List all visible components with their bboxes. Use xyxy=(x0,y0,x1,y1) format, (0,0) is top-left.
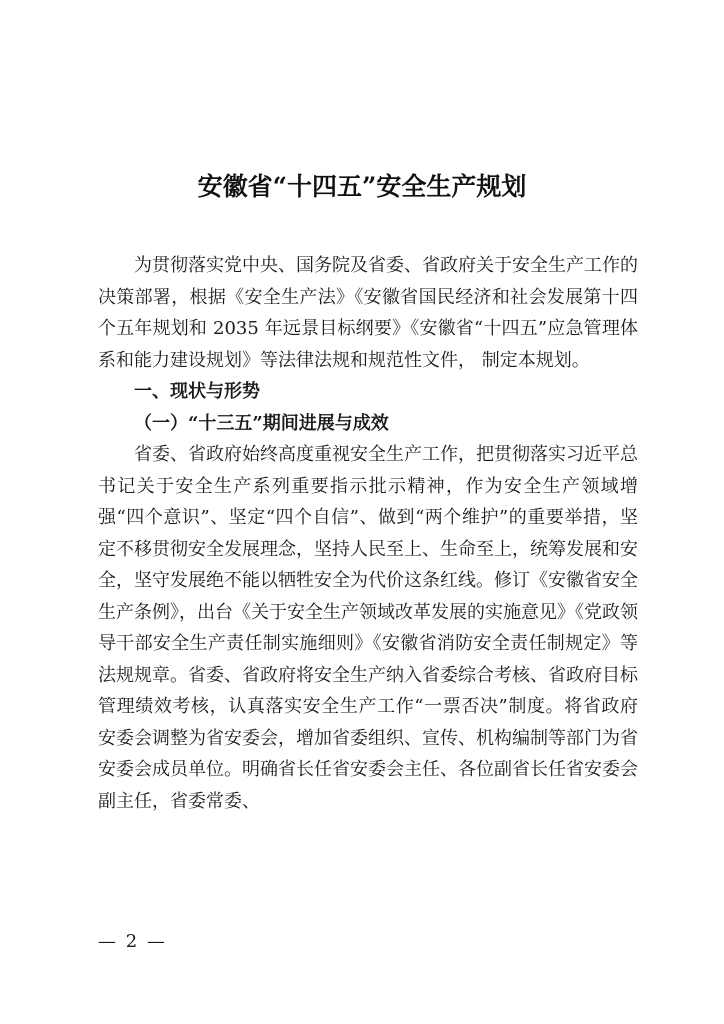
section-heading: 一、现状与形势 xyxy=(134,381,260,402)
intro-paragraph: 为贯彻落实党中央、国务院及省委、省政府关于安全生产工作的决策部署，根据《安全生产法》《安徽省国民经济和社会发展第十四个五年规划和 2035 年远景目标纲要》《安徽省“十四五”应急管理体系和能力建设规划》等法律法规和规范性文件， 制定本规划。 xyxy=(98,255,638,371)
document-body xyxy=(98,250,638,817)
subsection-heading: （一）“十三五”期间进展与成效 xyxy=(134,412,389,434)
document-title: 安徽省“十四五”安全生产规划 xyxy=(197,172,527,201)
page-number: — 2 — xyxy=(98,931,167,952)
body-paragraph: 省委、省政府始终高度重视安全生产工作，把贯彻落实习近平总书记关于安全生产系列重要指示批示精神，作为安全生产领域增强“四个意识”、坚定“四个自信”、做到“两个维护”的重要举措，坚定不移贯彻安全发展理念，坚持人民至上、生命至上，统筹发展和安全，坚守发展绝不能以牺牲安全为代价这条红线。修订《安徽省安全生产条例》，出台《关于安全生产领域改革发展的实施意见》《党政领导干部安全生产责任制实施细则》《安徽省消防安全责任制规定》等法规规章。省委、省政府将安全生产纳入省委综合考核、省政府目标管理绩效考核，认真落实安全生产工作“一票否决”制度。将省政府安委会调整为省安委会，增加省委组织、宣传、机构编制等部门为省安委会成员单位。明确省长任省安委会主任、各位副省长任省安委会副主任，省委常委、 xyxy=(98,444,638,812)
